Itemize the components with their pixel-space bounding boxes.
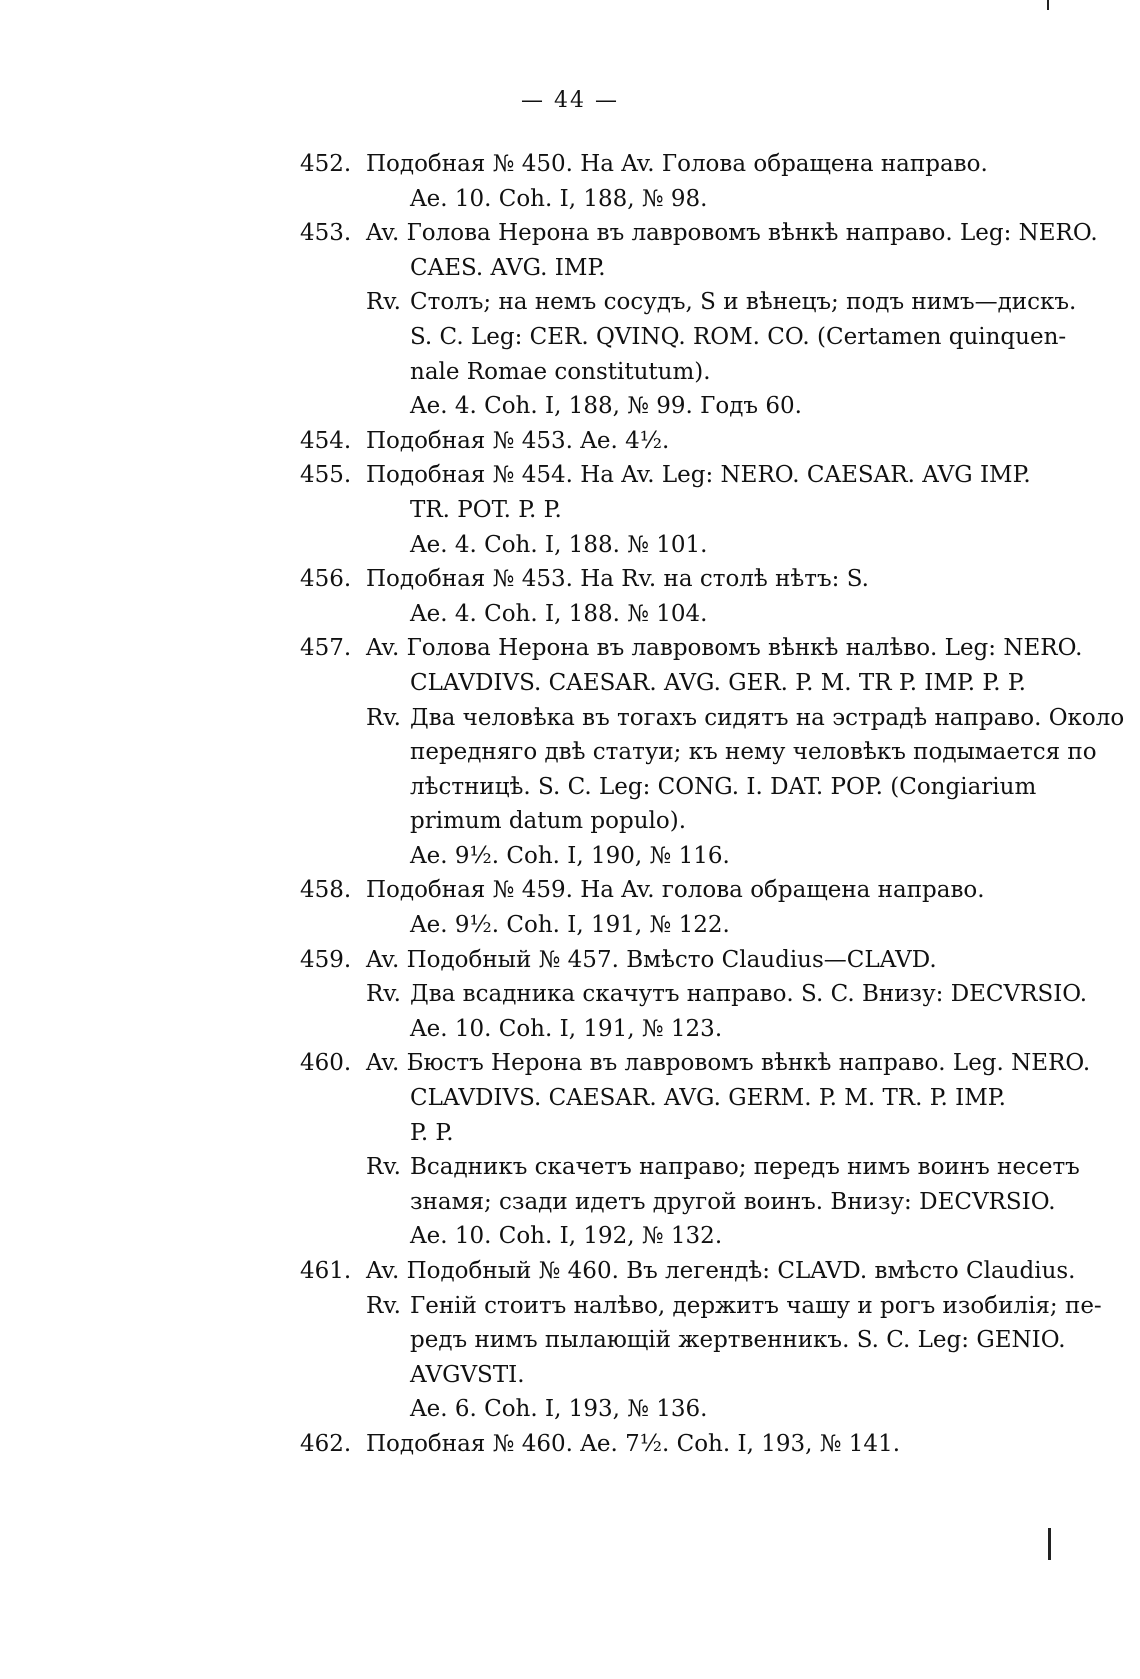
continuation-line: primum datum populo). <box>410 808 687 835</box>
reverse-label: Rv. <box>366 289 401 316</box>
entry-text: Подобная № 454. На Av. Leg: NERO. CAESAR. AVG IMP. <box>366 462 1031 489</box>
continuation-line: Ae. 9½. Coh. I, 190, № 116. <box>410 842 730 869</box>
reverse-label: Rv. <box>366 1292 401 1319</box>
continuation-line: Ae. 6. Coh. I, 193, № 136. <box>410 1396 708 1423</box>
entry-text: Подобная № 459. На Av. голова обращена направо. <box>366 877 985 904</box>
entry-number: 457. <box>300 635 352 662</box>
continuation-line: AVGVSTI. <box>410 1361 525 1388</box>
continuation-line: Ae. 10. Coh. I, 191, № 123. <box>410 1015 723 1042</box>
entry-number: 452. <box>300 151 352 177</box>
continuation-line: S. C. Leg: CER. QVINQ. ROM. CO. (Certamen quinquen- <box>410 323 1067 350</box>
entry-text: Подобная № 453. На Rv. на столѣ нѣтъ: S. <box>366 566 869 593</box>
reverse-description-line <box>300 285 1077 320</box>
continuation-line: Ae. 10. Coh. I, 188, № 98. <box>410 185 708 212</box>
catalog-entry-line <box>300 631 1083 666</box>
entry-number: 454. <box>300 427 352 454</box>
entry-number: 455. <box>300 462 352 489</box>
catalog-entry-line <box>300 1427 1070 1462</box>
continuation-line: P. P. <box>410 1119 454 1146</box>
catalog-entry-line <box>300 147 1070 182</box>
catalog-entry-line <box>300 216 1098 251</box>
continuation-line: знамя; сзади идетъ другой воинъ. Внизу: DECVRSIO. <box>410 1188 1056 1215</box>
reverse-description-line <box>300 977 1088 1012</box>
entry-number: 453. <box>300 220 352 247</box>
entry-text: Подобная № 453. Ae. 4½. <box>366 427 670 454</box>
continuation-line: CLAVDIVS. CAESAR. AVG. GERM. P. M. TR. P. IMP. <box>410 1085 1006 1112</box>
continuation-line: Ae. 9½. Coh. I, 191, № 122. <box>410 912 730 939</box>
page-number: — 44 — <box>521 88 619 113</box>
catalog-entry-line <box>300 873 1070 908</box>
catalog-entry-line <box>300 424 1070 459</box>
catalog-entry-line <box>300 458 1070 493</box>
reverse-description-line <box>300 1150 1080 1185</box>
catalog-entries <box>300 147 1125 1462</box>
entry-text: Всадникъ скачетъ направо; передъ нимъ воинъ несетъ <box>410 1154 1080 1181</box>
entry-text: Av. Голова Нерона въ лавровомъ вѣнкѣ направо. Leg: NERO. <box>366 220 1098 247</box>
entry-number: 459. <box>300 946 352 973</box>
continuation-line: Ae. 4. Coh. I, 188. № 104. <box>410 600 708 627</box>
entry-text: Геній стоитъ налѣво, держитъ чашу и рогъ изобилія; пе- <box>410 1292 1102 1319</box>
continuation-line: Ae. 10. Coh. I, 192, № 132. <box>410 1223 723 1250</box>
reverse-label: Rv. <box>366 1154 401 1181</box>
entry-text: Столъ; на немъ сосудъ, S и вѣнецъ; подъ нимъ—дискъ. <box>410 289 1077 316</box>
continuation-line: редъ нимъ пылающій жертвенникъ. S. C. Leg: GENIO. <box>410 1327 1066 1354</box>
entry-text: Два всадника скачутъ направо. S. C. Внизу: DECVRSIO. <box>410 981 1088 1008</box>
continuation-line: nale Romae constitutum). <box>410 358 711 385</box>
entry-text: Av. Бюстъ Нерона въ лавровомъ вѣнкѣ направо. Leg. NERO. <box>366 1050 1091 1077</box>
catalog-entry-line <box>300 1046 1091 1081</box>
scan-artifact <box>1048 1528 1051 1560</box>
reverse-label: Rv. <box>366 704 401 731</box>
continuation-line: CAES. AVG. IMP. <box>410 254 606 281</box>
entry-number: 462. <box>300 1430 352 1457</box>
entry-number: 458. <box>300 877 352 904</box>
continuation-line: Ae. 4. Coh. I, 188. № 101. <box>410 531 708 558</box>
entry-text: Av. Подобный № 457. Вмѣсто Claudius—CLAVD. <box>366 946 937 973</box>
reverse-label: Rv. <box>366 981 401 1008</box>
continuation-line: TR. POT. P. P. <box>410 496 562 523</box>
entry-text: Подобная № 450. На Av. Голова обращена направо. <box>366 151 988 177</box>
scan-artifact <box>1047 0 1049 10</box>
continuation-line: Ae. 4. Coh. I, 188, № 99. Годъ 60. <box>410 393 802 420</box>
continuation-line: лѣстницѣ. S. C. Leg: CONG. I. DAT. POP. (Congiarium <box>410 773 1037 800</box>
entry-text: Подобная № 460. Ae. 7½. Coh. I, 193, № 141. <box>366 1430 901 1457</box>
entry-number: 460. <box>300 1050 352 1077</box>
entry-text: Av. Голова Нерона въ лавровомъ вѣнкѣ налѣво. Leg: NERO. <box>366 635 1083 662</box>
catalog-entry-line <box>300 562 1070 597</box>
entry-number: 461. <box>300 1258 352 1284</box>
catalog-entry-line <box>300 943 1070 978</box>
catalog-entry-line <box>300 1254 1076 1289</box>
continuation-line: передняго двѣ статуи; къ нему человѣкъ подымается по <box>410 739 1097 766</box>
reverse-description-line <box>300 701 1125 736</box>
entry-text: Два человѣка въ тогахъ сидятъ на эстрадѣ направо. Около <box>410 704 1125 731</box>
entry-number: 456. <box>300 566 352 593</box>
entry-text: Av. Подобный № 460. Въ легендѣ: CLAVD. вмѣсто Claudius. <box>366 1258 1076 1284</box>
continuation-line: CLAVDIVS. CAESAR. AVG. GER. P. M. TR P. IMP. P. P. <box>410 669 1026 696</box>
reverse-description-line <box>300 1289 1102 1324</box>
